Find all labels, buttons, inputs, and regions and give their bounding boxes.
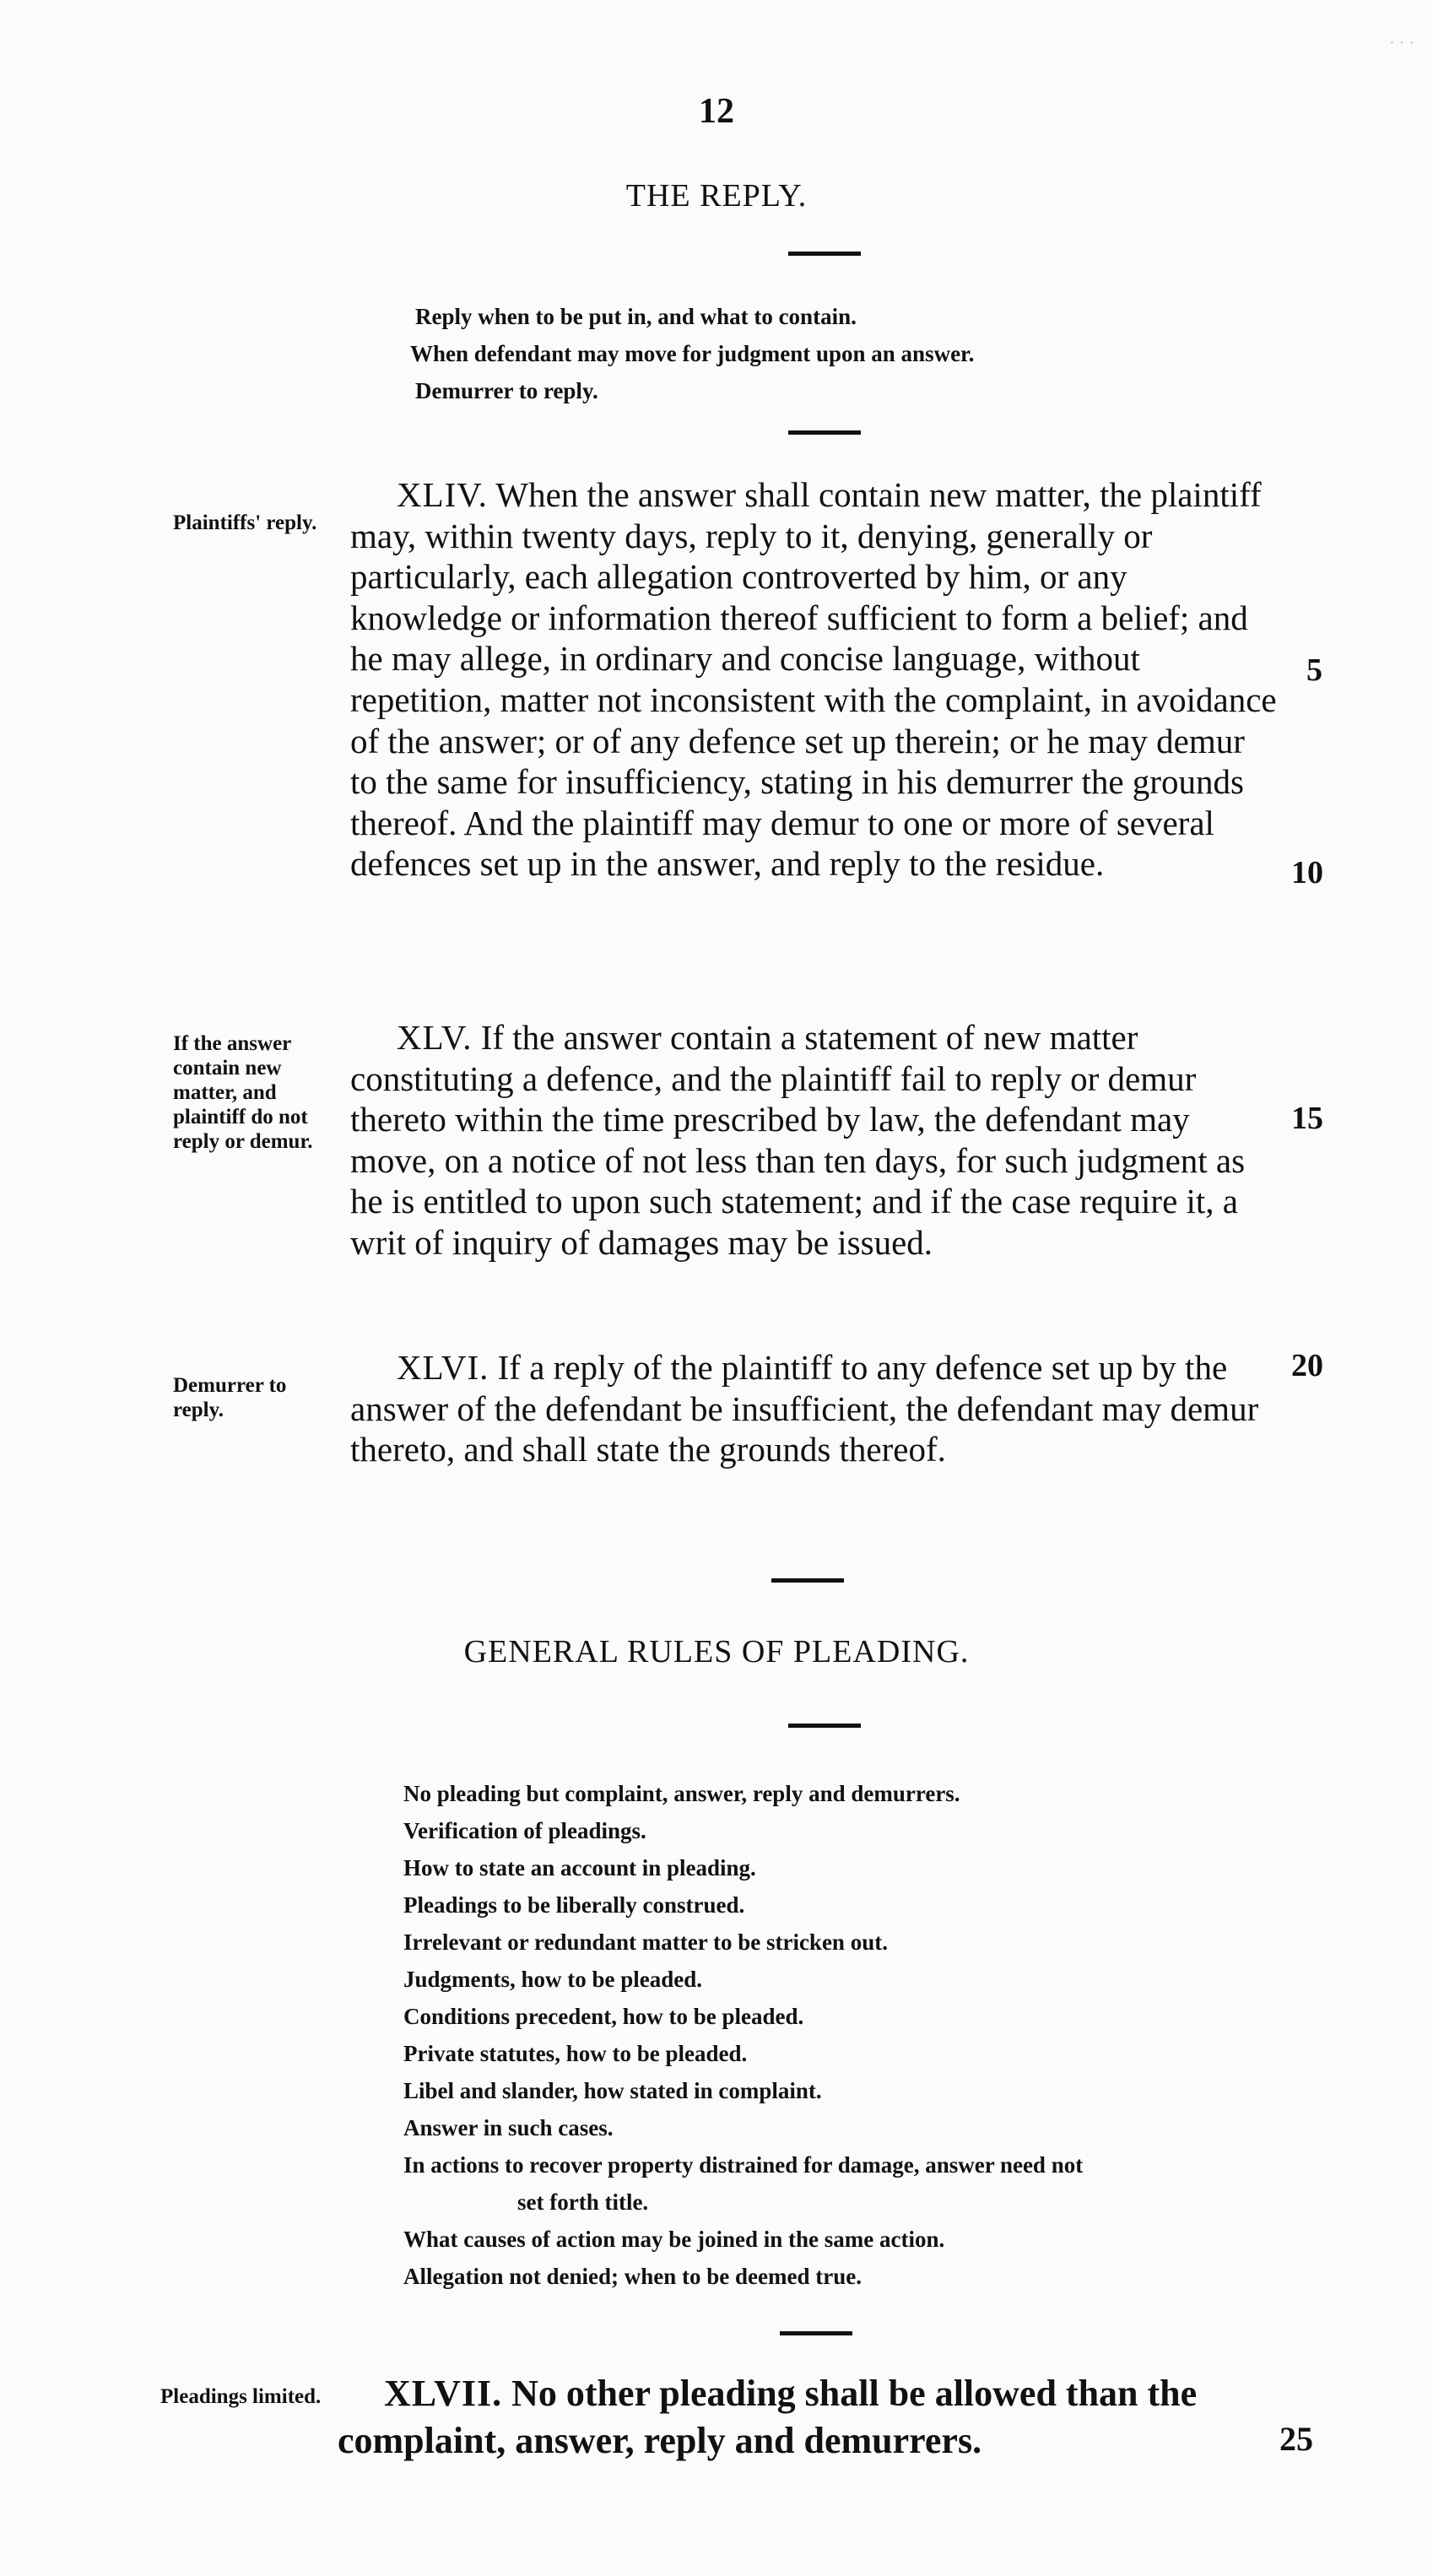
section-text: If a reply of the plaintiff to any defence set up by the answer of the defendant be insufficient, the defendant may demur thereto, and shall state the grounds thereof. bbox=[350, 1348, 1259, 1469]
summary-line: Reply when to be put in, and what to contain. bbox=[415, 304, 857, 329]
pleading-summary bbox=[403, 1775, 1083, 2295]
margin-note: Pleadings limited. bbox=[160, 2385, 322, 2408]
section-number: XLVII. bbox=[384, 2373, 503, 2414]
summary-line: Irrelevant or redundant matter to be stricken out. bbox=[403, 1929, 888, 1955]
section-number: XLV. bbox=[397, 1018, 473, 1057]
page-number: 12 bbox=[699, 92, 734, 131]
summary-line: No pleading but complaint, answer, reply and demurrers. bbox=[403, 1781, 960, 1806]
summary-line: Verification of pleadings. bbox=[403, 1818, 646, 1843]
line-number: 20 bbox=[1291, 1348, 1323, 1383]
margin-note: Plaintiffs' reply. bbox=[173, 511, 317, 534]
divider bbox=[788, 1724, 861, 1728]
summary-line: Libel and slander, how stated in complaint. bbox=[403, 2078, 822, 2103]
summary-line: What causes of action may be joined in the same action. bbox=[403, 2227, 945, 2252]
section-number: XLIV. bbox=[397, 475, 488, 514]
summary-line: set forth title. bbox=[517, 2189, 649, 2215]
summary-line: How to state an account in pleading. bbox=[403, 1855, 756, 1881]
summary-line: Judgments, how to be pleaded. bbox=[403, 1967, 703, 1992]
line-number: 25 bbox=[1279, 2420, 1313, 2458]
summary-line: Conditions precedent, how to be pleaded. bbox=[403, 2004, 804, 2029]
line-number: 15 bbox=[1291, 1101, 1323, 1136]
section-text: When the answer shall contain new matter, the plaintiff may, within twenty days, reply to it, denying, generally or particularly, each allegation controverted by him, or any knowledge or information thereof sufficient to form a belief; and he may allege, in ordinary and concise language, without repetition, matter not inconsistent with the complaint, in avoidance of the answer; or of any defence set up therein; or he may demur to the same for insufficiency, stating in his demurrer the grounds thereof. And the plaintiff may demur to one or more of several defences set up in the answer, and reply to the residue. bbox=[350, 475, 1277, 884]
corner-mark: · · · bbox=[1389, 34, 1414, 52]
divider bbox=[780, 2331, 852, 2335]
summary-line: Demurrer to reply. bbox=[415, 378, 598, 403]
section-paragraph bbox=[350, 474, 1279, 885]
section-text: If the answer contain a statement of new matter constituting a defence, and the plaintiff fail to reply or demur thereto within the time prescribed by law, the defendant may move, on a notice of not less than ten days, for such judgment as he is entitled to upon such statement; and if the case require it, a writ of inquiry of damages may be issued. bbox=[350, 1018, 1246, 1262]
section-paragraph bbox=[350, 1017, 1279, 1264]
margin-note: If the answer contain new matter, and plaintiff do not reply or demur. bbox=[173, 1032, 313, 1153]
line-number: 5 bbox=[1306, 652, 1322, 688]
section-number: XLVI. bbox=[397, 1348, 489, 1387]
summary-line: Allegation not denied; when to be deemed true. bbox=[403, 2264, 862, 2289]
summary-line: Answer in such cases. bbox=[403, 2115, 614, 2140]
line-number: 10 bbox=[1291, 855, 1323, 890]
section-text: No other pleading shall be allowed than the complaint, answer, reply and demurrers. bbox=[338, 2373, 1198, 2461]
reply-section-title: THE REPLY. bbox=[625, 178, 808, 214]
divider bbox=[788, 430, 861, 435]
pleading-section-title: GENERAL RULES OF PLEADING. bbox=[463, 1634, 970, 1670]
section-paragraph bbox=[350, 1347, 1279, 1470]
summary-line: In actions to recover property distrained for damage, answer need not bbox=[403, 2152, 1084, 2178]
section-paragraph bbox=[338, 2370, 1317, 2465]
reply-summary bbox=[410, 298, 975, 409]
divider bbox=[771, 1578, 844, 1583]
margin-note: Demurrer to reply. bbox=[173, 1374, 287, 1421]
divider bbox=[788, 252, 861, 256]
summary-line: Pleadings to be liberally construed. bbox=[403, 1892, 745, 1918]
summary-line: Private statutes, how to be pleaded. bbox=[403, 2041, 748, 2066]
summary-line: When defendant may move for judgment upon an answer. bbox=[410, 341, 975, 366]
